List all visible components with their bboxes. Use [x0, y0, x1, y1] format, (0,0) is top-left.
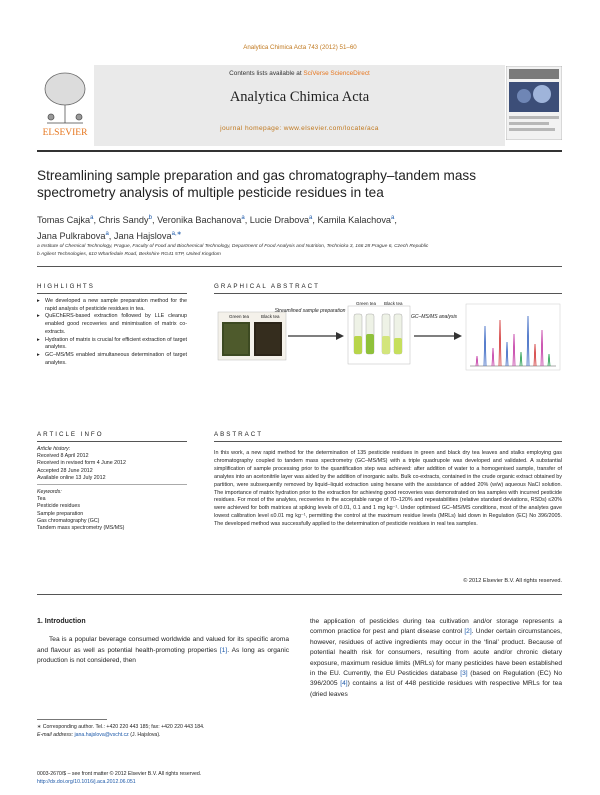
- author-mark[interactable]: a: [391, 215, 395, 221]
- author-name[interactable]: Kamila Kalachova: [317, 215, 392, 226]
- intro-text: . As long as organic production is not considered, then: [37, 646, 290, 665]
- email-suffix: (J. Hajslova).: [128, 731, 161, 738]
- author-mark[interactable]: a,∗: [171, 231, 182, 238]
- vial-label-green: Green tea: [356, 301, 377, 306]
- keywords-label: Keywords:: [37, 489, 62, 495]
- history-label: Article history:: [37, 446, 71, 452]
- svg-text:Streamlined sample preparation: [275, 308, 346, 314]
- author-name[interactable]: Veronika Bachanova: [157, 215, 242, 226]
- author-mark[interactable]: a: [309, 215, 313, 221]
- history-item: Accepted 28 June 2012: [37, 467, 93, 474]
- keyword: Sample preparation: [37, 510, 84, 517]
- corresponding-author-note: ∗ Corresponding author. Tel.: +420 220 443 185; fax: +420 220 443 184.: [37, 724, 205, 730]
- analysis-label: GC–MS/MS analysis: [410, 314, 458, 320]
- author-mark[interactable]: b: [148, 215, 152, 221]
- homepage-prefix: journal homepage:: [220, 125, 284, 132]
- email-label: E-mail address:: [37, 731, 75, 738]
- journal-homepage: [94, 125, 505, 132]
- author-mark[interactable]: a: [105, 231, 109, 238]
- author-name[interactable]: Chris Sandy: [98, 215, 149, 226]
- intro-text: the application of pesticides during tea cultivation and/or storage represents a common practice for pest and plant disease control: [310, 618, 562, 636]
- abstract-text: In this work, a new rapid method for the determination of 135 pesticide residues in green and black dry tea leaves and stalks employing gas chromatography coupled to tandem mass spectrometry (GC–MS/MS) with a triple quadrupole was developed and validated. A substantial simplification of sample processing prior to the quantification step was achieved: after addition of water to a homogenised sample, transfer of analytes into an acetonitrile layer was aided by the addition of inorganic salts. Bulk co-extracts, contained in the crude organic extract obtained by partition, were subsequently removed by liquid–liquid extraction using hexane with the assistance of added 20% (w/w) aqueous NaCl solution. The importance of matrix hydration prior to the extraction for achieving good recoveries was demonstrated on tea samples with incurred pesticide residues. For most of the analytes, recoveries in the acceptable range of 70–120% and repeatabilities (relative standard deviations, RSDs) ≤20% were achieved for both matrices at spiking levels of 0.01, 0.1 and 1 mg kg⁻¹. Under optimised GC–MS/MS conditions, most of the analytes gave lowest calibration level ≤0.01 mg kg⁻¹, permitting the control at the maximum residue levels (MRLs) laid down in Regulation (EC) No 396/2005. The developed method was successfully applied to the determination of pesticide residues in real tea samples.: [214, 450, 562, 528]
- citation-link[interactable]: [4]: [340, 680, 348, 688]
- copyright: © 2012 Elsevier B.V. All rights reserved.: [463, 578, 562, 584]
- abstract-rule: [214, 441, 562, 442]
- citation-link[interactable]: [1]: [219, 646, 228, 654]
- highlights-rule: [37, 293, 187, 294]
- intro-text: Tea is a popular beverage consumed worldwide and valued for its specific aroma and flavour as well as potential health-promoting properties: [37, 636, 289, 654]
- highlight-item: ▸ GC–MS/MS enabled simultaneous determination of target analytes.: [37, 352, 187, 367]
- journal-title: Analytica Chimica Acta: [229, 89, 370, 105]
- step-label: Streamlined sample preparation: [274, 308, 346, 314]
- page-footer: [37, 771, 289, 786]
- doi-link[interactable]: http://dx.doi.org/10.1016/j.aca.2012.06.051: [37, 778, 136, 785]
- issn-line: 0003-2670/$ – see front matter © 2012 Elsevier B.V. All rights reserved.: [37, 771, 202, 777]
- email-link[interactable]: jana.hajslova@vscht.cz: [74, 731, 129, 738]
- keywords: [37, 489, 187, 532]
- keyword: Gas chromatography (GC): [37, 517, 100, 524]
- graphical-abstract-heading: GRAPHICAL ABSTRACT: [214, 283, 320, 290]
- contents-line: [94, 70, 505, 77]
- author-name[interactable]: Jana Pulkrabova: [37, 231, 106, 242]
- affiliation-a: a Institute of Chemical Technology, Prague, Faculty of Food and Biochemical Technology, Department of Food Analysis and Nutrition, Technicka 3, 166 28 Prague 6, Czech Republic: [37, 244, 429, 249]
- highlights-heading: HIGHLIGHTS: [37, 283, 95, 290]
- history-item: Received in revised form 4 June 2012: [37, 460, 126, 467]
- highlights-list: [37, 298, 187, 367]
- homepage-link[interactable]: www.elsevier.com/locate/aca: [283, 125, 379, 132]
- article-info-rule: [37, 441, 187, 442]
- intro-column-left: [37, 617, 289, 667]
- svg-text:GC–MS/MS analysis: [411, 314, 458, 320]
- footnote-rule: [37, 719, 107, 720]
- email-note: [37, 732, 289, 740]
- contents-prefix: Contents lists available at: [229, 70, 304, 77]
- author-mark[interactable]: a: [241, 215, 245, 221]
- label-black-tea: Black tea: [261, 314, 280, 319]
- publisher-name: ELSEVIER: [42, 128, 88, 138]
- intro-text: . Under certain circumstances, however, residues of active ingredients may occur in the ‘final’ product. Because of potential health risk for consumers, resulting from acute and/or chronic dietary exposure, maximum residue limits (MRLs) for many pesticides have been established in the EU. Currently, the EU Pesticides database: [310, 628, 562, 678]
- graphical-abstract-rule: [214, 293, 562, 294]
- affiliations: [37, 243, 567, 259]
- elsevier-logo: [37, 65, 93, 140]
- keyword: Tandem mass spectrometry (MS/MS): [37, 525, 125, 532]
- author-list: Tomas Cajka$^a$, Chris Sandy$^b$, Veronika Bachanova$^a$, Lucie Drabova$^a$, Kamila Kalachova$^a$, Jana Pulkrabova$^a$, Jana Hajslova$^{a,∗}$: [37, 215, 397, 242]
- highlight-item: ▸ We developed a new sample preparation method for the rapid analysis of pesticide residues in tea.: [37, 298, 187, 313]
- keywords-rule: [37, 484, 187, 485]
- journal-reference[interactable]: Analytica Chimica Acta 743 (2012) 51–60: [243, 44, 357, 51]
- journal-cover-thumbnail: [506, 66, 562, 140]
- sciencedirect-link[interactable]: SciVerse ScienceDirect: [303, 70, 370, 77]
- highlight-item: ▸ Hydration of matrix is crucial for efficient extraction of target analytes.: [37, 337, 187, 352]
- author-name[interactable]: Tomas Cajka: [37, 215, 91, 226]
- abstract-bottom-rule: [37, 594, 562, 595]
- footnotes: [37, 724, 289, 739]
- intro-heading: 1. Introduction: [37, 618, 86, 625]
- vial-label-black: Black tea: [384, 301, 403, 306]
- intro-paragraph: [310, 617, 562, 700]
- intro-text: (based on Regulation (EC) No 396/2005: [310, 670, 562, 688]
- citation-link[interactable]: [2]: [464, 628, 472, 636]
- keyword: Tea: [37, 496, 46, 503]
- graphical-abstract-figure: [214, 296, 564, 406]
- intro-column-right: [310, 617, 562, 700]
- intro-paragraph: [37, 635, 289, 666]
- citation-link[interactable]: [3]: [460, 670, 468, 678]
- intro-text: ) contains a list of 448 pesticide residues with respective MRLs for tea (dried leaves: [310, 680, 562, 698]
- abstract-heading: ABSTRACT: [214, 431, 264, 438]
- author-name[interactable]: Jana Hajslova: [113, 231, 172, 242]
- header-rule: [37, 150, 562, 152]
- history-item: Received 8 April 2012: [37, 453, 89, 460]
- label-green-tea: Green tea: [229, 314, 250, 319]
- affiliation-rule: [37, 266, 562, 267]
- affiliation-b: b Agilent Technologies, 610 Wharfedale Road, Berkshire RG41 5TP, United Kingdom: [37, 252, 221, 257]
- article-info: [37, 446, 187, 482]
- paper-title: Streamlining sample preparation and gas chromatography–tandem mass spectrometry analysis of multiple pesticide residues in tea: [37, 168, 477, 200]
- author-mark[interactable]: a: [90, 215, 94, 221]
- highlight-item: ▸ QuEChERS-based extraction followed by LLE cleanup enabled good recoveries and minimisation of matrix co-extracts.: [37, 313, 187, 336]
- author-name[interactable]: Lucie Drabova: [249, 215, 310, 226]
- keyword: Pesticide residues: [37, 503, 80, 510]
- history-item: Available online 13 July 2012: [37, 474, 106, 481]
- article-info-heading: ARTICLE INFO: [37, 431, 104, 438]
